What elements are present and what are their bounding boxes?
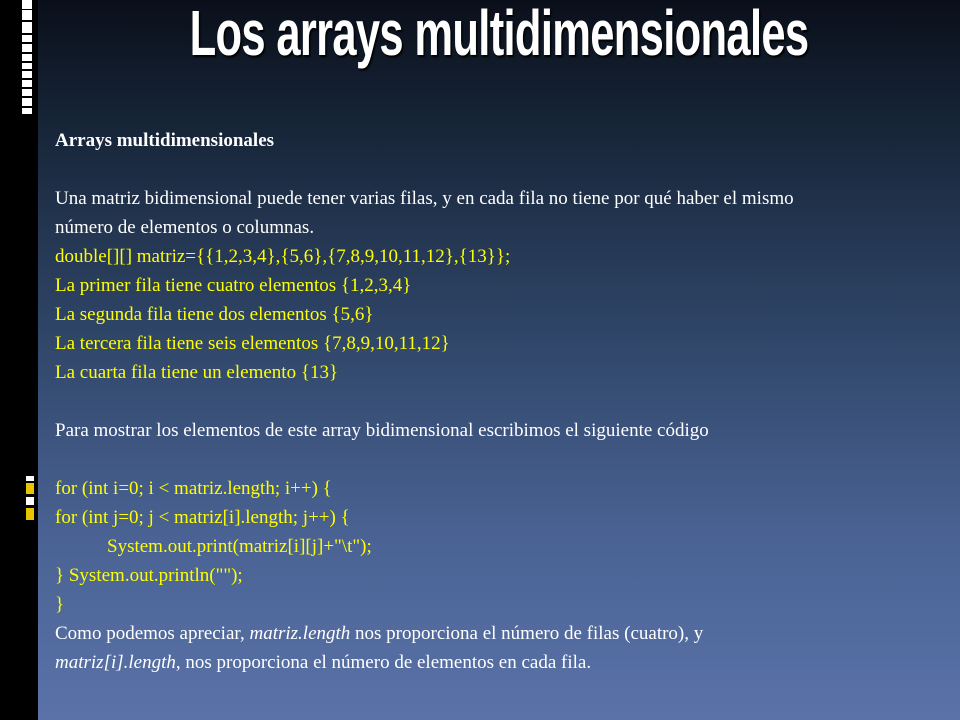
deco-square [22,54,32,61]
deco-square [22,44,32,52]
intro-line: número de elementos o columnas. [55,217,315,238]
code-declaration: double[][] matriz={{1,2,3,4},{5,6},{7,8,9,10,11,12},{13}}; [55,246,511,267]
deco-square [22,35,32,42]
conclusion-code-term: matriz.length [249,623,351,644]
deco-square [22,22,32,33]
slide-title: Los arrays multidimensionales [189,0,809,69]
deco-square [22,89,32,96]
row-description: La cuarta fila tiene un elemento {13} [55,362,339,383]
deco-square [22,98,32,106]
code-line: } [55,594,65,615]
left-decoration-bar [0,0,38,720]
conclusion-line [55,648,960,677]
code-line: } System.out.println(""); [55,565,243,586]
conclusion-text: nos proporciona el número de filas (cuatro), y [350,623,704,644]
deco-square [22,0,32,9]
conclusion-line [55,619,960,648]
intro-line: Una matriz bidimensional puede tener varias filas, y en cada fila no tiene por qué haber el mismo [55,188,794,209]
spacer [55,387,960,416]
deco-square [26,476,34,481]
deco-square [22,108,32,114]
slide-content [55,126,960,677]
deco-square [26,497,34,505]
row-description: La tercera fila tiene seis elementos {7,8,9,10,11,12} [55,333,450,354]
deco-square [22,63,32,69]
conclusion-code-term: matriz[i].length [55,652,176,673]
code-line: System.out.print(matriz[i][j]+"\t"); [107,536,372,557]
conclusion-text: , nos proporciona el número de elementos en cada fila. [175,652,592,673]
deco-square [22,71,32,78]
deco-square [22,80,32,87]
deco-square [26,508,34,520]
code-line: for (int j=0; j < matriz[i].length; j++) { [55,507,350,528]
row-description: La segunda fila tiene dos elementos {5,6} [55,304,374,325]
section-heading: Arrays multidimensionales [55,130,275,151]
spacer [55,445,960,474]
conclusion-text: Como podemos apreciar, [55,623,250,644]
spacer [55,155,960,184]
row-description: La primer fila tiene cuatro elementos {1,2,3,4} [55,275,412,296]
deco-square [26,483,34,494]
deco-square [22,10,32,20]
show-text: Para mostrar los elementos de este array bidimensional escribimos el siguiente código [55,420,709,441]
code-line: for (int i=0; i < matriz.length; i++) { [55,478,332,499]
